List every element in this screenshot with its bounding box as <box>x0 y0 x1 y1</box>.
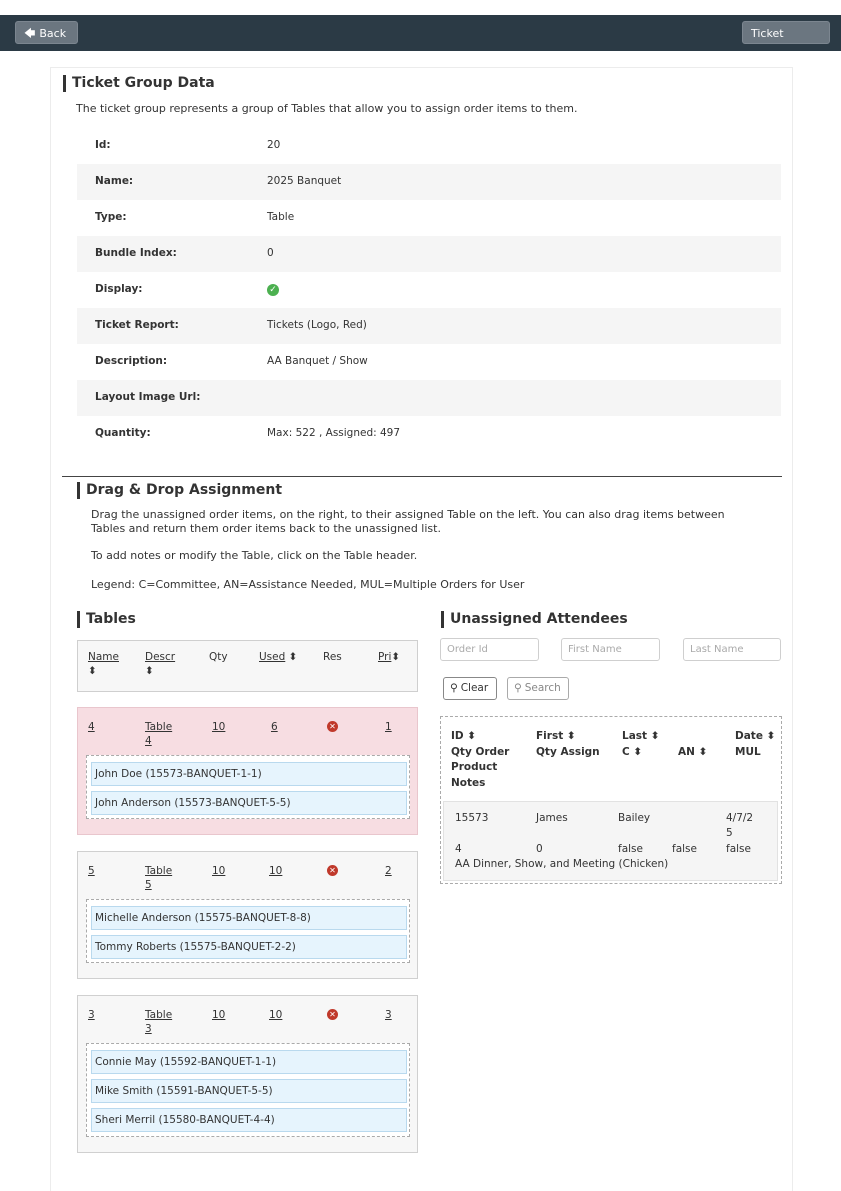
field-row-description <box>77 344 781 380</box>
x-circle-icon: ✕ <box>327 1009 338 1020</box>
table-pri[interactable]: 2 <box>385 865 392 877</box>
field-label: Bundle Index: <box>95 247 177 259</box>
search-icon: ⚲ <box>450 682 458 694</box>
row-c: false <box>618 843 643 855</box>
res-header: Res <box>323 651 342 663</box>
x-circle-icon: ✕ <box>327 721 338 732</box>
last-name-input[interactable]: Last Name <box>683 638 781 661</box>
attendee-item[interactable]: Connie May (15592-BANQUET-1-1) <box>91 1050 407 1074</box>
dnd-legend: Legend: C=Committee, AN=Assistance Needed, MUL=Multiple Orders for User <box>91 578 525 591</box>
table-pri[interactable]: 3 <box>385 1009 392 1021</box>
table-descr[interactable]: Table 3 <box>145 1009 173 1035</box>
table-group[interactable] <box>77 995 418 1153</box>
field-label: Quantity: <box>95 427 151 439</box>
row-first: James <box>536 812 568 824</box>
table-used[interactable]: 10 <box>269 1009 283 1021</box>
ticket-menu-label: Ticket Menu <box>751 27 784 63</box>
row-qty-order: 4 <box>455 843 462 855</box>
table-descr[interactable]: Table 4 <box>145 721 173 747</box>
unassigned-header-an[interactable]: AN ⬍ <box>678 746 708 758</box>
attendee-item[interactable]: Tommy Roberts (15575-BANQUET-2-2) <box>91 935 407 959</box>
ticket-group-title: Ticket Group Data <box>63 75 215 92</box>
arrow-left-icon: 🡄 <box>24 27 36 40</box>
field-value: AA Banquet / Show <box>267 355 368 367</box>
field-row-name <box>77 164 781 200</box>
field-value: 20 <box>267 139 281 151</box>
row-product: AA Dinner, Show, and Meeting (Chicken) <box>455 858 669 870</box>
attendee-item[interactable]: Michelle Anderson (15575-BANQUET-8-8) <box>91 906 407 930</box>
table-group[interactable] <box>77 851 418 979</box>
field-label: Name: <box>95 175 134 187</box>
dnd-instructions: Drag the unassigned order items, on the right, to their assigned Table on the left. You can also drag items between Tables and return them order items back to the unassigned list. <box>91 508 725 535</box>
table-name[interactable]: 4 <box>88 721 95 733</box>
ticket-group-description: The ticket group represents a group of Tables that allow you to assign order items to them. <box>76 102 578 115</box>
field-row-display <box>77 272 781 308</box>
table-dropzone[interactable] <box>86 755 410 819</box>
attendee-item[interactable]: John Anderson (15573-BANQUET-5-5) <box>91 791 407 815</box>
field-row-bundle-index <box>77 236 781 272</box>
field-label: Layout Image Url: <box>95 391 201 403</box>
back-label: Back <box>39 27 67 40</box>
field-row-id <box>77 128 781 164</box>
field-row-ticket-report <box>77 308 781 344</box>
sort-pri-header[interactable]: Pri⬍ <box>378 651 401 663</box>
order-id-input[interactable]: Order Id <box>440 638 539 661</box>
row-qty-assign: 0 <box>536 843 543 855</box>
clear-button[interactable]: ⚲ Clear <box>443 677 497 700</box>
sort-name-header[interactable]: Name ⬍ <box>88 651 119 677</box>
table-qty[interactable]: 10 <box>212 721 226 733</box>
ticket-menu-button[interactable] <box>742 21 830 63</box>
table-name[interactable]: 3 <box>88 1009 95 1021</box>
search-button[interactable]: ⚲ Search <box>507 677 569 700</box>
first-name-input[interactable]: First Name <box>561 638 660 661</box>
field-row-quantity <box>77 416 781 452</box>
unassigned-header-last[interactable]: Last ⬍ C ⬍ <box>622 730 660 758</box>
table-pri[interactable]: 1 <box>385 721 392 733</box>
table-dropzone[interactable] <box>86 1043 410 1137</box>
unassigned-header-id[interactable]: ID ⬍ Qty Order Product Notes <box>451 730 510 789</box>
field-label: Id: <box>95 139 111 151</box>
chevron-down-icon: ⌄ <box>784 53 791 62</box>
qty-header: Qty <box>209 651 228 663</box>
field-row-type <box>77 200 781 236</box>
field-value: Table <box>267 211 295 223</box>
field-value: 2025 Banquet <box>267 175 342 187</box>
unassigned-header-date[interactable]: Date ⬍ MUL <box>735 730 776 758</box>
field-value: 0 <box>267 247 274 259</box>
x-circle-icon: ✕ <box>327 865 338 876</box>
row-id: 15573 <box>455 812 489 824</box>
sort-icon: ⬍ <box>145 665 154 677</box>
attendee-item[interactable]: Mike Smith (15591-BANQUET-5-5) <box>91 1079 407 1103</box>
back-button[interactable] <box>15 21 78 44</box>
field-row-layout-image-url <box>77 380 781 416</box>
dnd-title: Drag & Drop Assignment <box>77 482 282 499</box>
table-qty[interactable]: 10 <box>212 865 226 877</box>
sort-icon: ⬍ <box>288 651 298 663</box>
check-circle-icon: ✓ <box>267 283 279 296</box>
field-label: Ticket Report: <box>95 319 179 331</box>
sort-descr-header[interactable]: Descr ⬍ <box>145 651 176 677</box>
top-navbar <box>0 15 841 63</box>
table-qty[interactable]: 10 <box>212 1009 226 1021</box>
field-label: Display: <box>95 283 143 295</box>
field-value: Max: 522 , Assigned: 497 <box>267 427 401 439</box>
row-mul: false <box>726 843 751 855</box>
attendee-item[interactable]: John Doe (15573-BANQUET-1-1) <box>91 762 407 786</box>
tables-title: Tables <box>77 611 136 628</box>
sort-icon: ⬍ <box>88 665 97 677</box>
search-icon: ⚲ <box>514 682 522 694</box>
field-label: Description: <box>95 355 168 367</box>
table-dropzone[interactable] <box>86 899 410 963</box>
sort-icon: ⬍ <box>391 651 401 663</box>
unassigned-title: Unassigned Attendees <box>441 611 628 628</box>
row-date: 4/7/2 5 <box>726 812 754 839</box>
table-used[interactable]: 6 <box>271 721 278 733</box>
table-used[interactable]: 10 <box>269 865 283 877</box>
sort-used-header[interactable]: Used ⬍ <box>259 651 298 663</box>
field-label: Type: <box>95 211 127 223</box>
table-group[interactable] <box>77 707 418 835</box>
table-name[interactable]: 5 <box>88 865 95 877</box>
unassigned-header-first[interactable]: First ⬍ Qty Assign <box>536 730 600 758</box>
dnd-notes-hint: To add notes or modify the Table, click on the Table header. <box>91 549 418 562</box>
row-last: Bailey <box>618 812 651 824</box>
field-value: Tickets (Logo, Red) <box>267 319 367 331</box>
attendee-item[interactable]: Sheri Merril (15580-BANQUET-4-4) <box>91 1108 407 1132</box>
tables-header <box>77 640 418 692</box>
section-divider <box>62 476 782 477</box>
row-an: false <box>672 843 697 855</box>
table-descr[interactable]: Table 5 <box>145 865 173 891</box>
